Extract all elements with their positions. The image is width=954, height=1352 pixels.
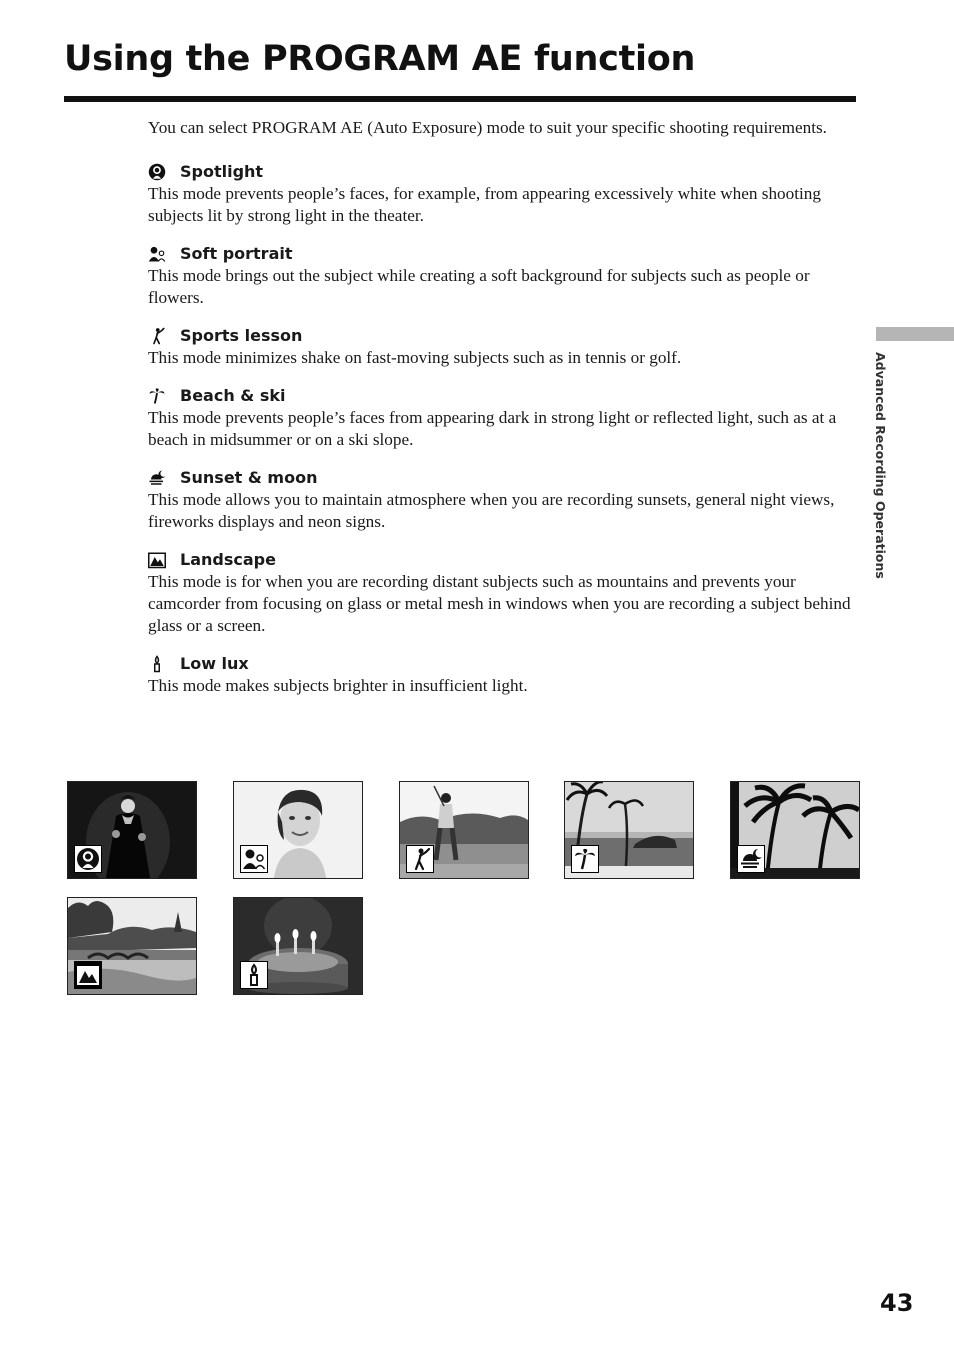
sunset-moon-icon (737, 845, 765, 873)
spotlight-icon (74, 845, 102, 873)
landscape-icon (148, 551, 180, 569)
mode-soft-portrait (148, 243, 860, 309)
mode-sports-lesson (148, 325, 860, 369)
beach-ski-icon (571, 845, 599, 873)
mode-spotlight (148, 161, 860, 227)
mode-description: This mode brings out the subject while creating a soft background for subjects such as people or flowers. (148, 266, 810, 307)
photo-sunset-moon (730, 781, 860, 879)
low-lux-icon (240, 961, 268, 989)
mode-description: This mode minimizes shake on fast-moving subjects such as in tennis or golf. (148, 348, 682, 367)
mode-name: Low lux (180, 654, 249, 673)
mode-description: This mode allows you to maintain atmosphere when you are recording sunsets, general night views, fireworks displays and neon signs. (148, 490, 835, 531)
sunset-moon-icon (148, 469, 180, 487)
mode-beach-ski (148, 385, 860, 451)
mode-name: Sunset & moon (180, 468, 318, 487)
photo-soft-portrait (233, 781, 363, 879)
mode-low-lux (148, 653, 860, 697)
mode-description: This mode prevents people’s faces from appearing dark in strong light or reflected light, such as at a beach in midsummer or on a ski slope. (148, 408, 837, 449)
photo-sports-lesson (399, 781, 529, 879)
page-number: 43 (880, 1289, 914, 1317)
mode-name: Spotlight (180, 162, 264, 181)
mode-landscape (148, 549, 860, 637)
page-title: Using the PROGRAM AE function (64, 39, 696, 79)
main-content (148, 117, 860, 713)
sports-lesson-icon (148, 327, 180, 345)
beach-ski-icon (148, 387, 180, 405)
mode-name: Beach & ski (180, 386, 286, 405)
photo-beach-ski (564, 781, 694, 879)
photo-low-lux (233, 897, 363, 995)
mode-description: This mode makes subjects brighter in insufficient light. (148, 676, 528, 695)
photo-landscape (67, 897, 197, 995)
section-label: Advanced Recording Operations (873, 352, 888, 579)
soft-portrait-icon (240, 845, 268, 873)
mode-name: Landscape (180, 550, 276, 569)
mode-name: Soft portrait (180, 244, 293, 263)
landscape-icon (74, 961, 102, 989)
mode-sunset-moon (148, 467, 860, 533)
mode-name: Sports lesson (180, 326, 303, 345)
mode-description: This mode is for when you are recording distant subjects such as mountains and prevents your camcorder from focusing on glass or metal mesh in windows when you are recording a subject behind glass or a screen. (148, 572, 851, 635)
intro-paragraph: You can select PROGRAM AE (Auto Exposure) mode to suit your specific shooting requirements. (148, 118, 827, 137)
section-tab (876, 327, 954, 341)
soft-portrait-icon (148, 245, 180, 263)
sports-lesson-icon (406, 845, 434, 873)
spotlight-icon (148, 163, 180, 181)
low-lux-icon (148, 655, 180, 673)
mode-description: This mode prevents people’s faces, for example, from appearing excessively white when shooting subjects lit by strong light in the theater. (148, 184, 821, 225)
title-rule (64, 96, 856, 102)
photo-spotlight (67, 781, 197, 879)
